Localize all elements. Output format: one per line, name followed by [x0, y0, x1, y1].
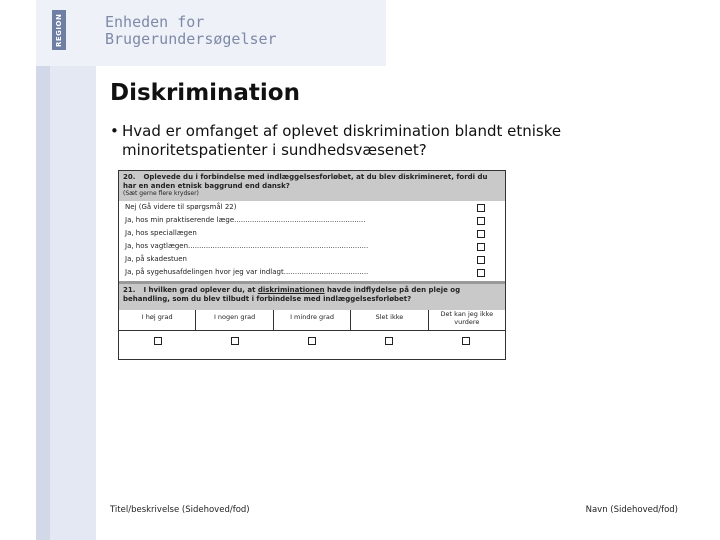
- brand-line-2: Brugerundersøgelser: [105, 30, 277, 48]
- checkbox[interactable]: [477, 217, 485, 225]
- checkbox[interactable]: [385, 337, 393, 345]
- question-21-text-after: havde indflydelse på den pleje og behandling, som du blev tilbudt i forbindelse med indlæggelsesforløbet?: [123, 286, 461, 303]
- region-logo-text: REGION: [55, 13, 63, 47]
- q21-scale-checkboxes: [119, 331, 505, 351]
- q21-scale-cell: [119, 331, 196, 351]
- bullet-dot-icon: •: [110, 122, 119, 140]
- checkbox[interactable]: [477, 243, 485, 251]
- q20-option-row: [119, 253, 505, 266]
- q21-scale-label: I mindre grad: [274, 310, 351, 330]
- q20-option-label: Ja, hos speciallægen: [125, 229, 197, 237]
- checkbox[interactable]: [462, 337, 470, 345]
- q21-scale-label: I høj grad: [119, 310, 196, 330]
- q20-option-label: Ja, hos vagtlægen.................................................................................: [125, 242, 369, 250]
- checkbox[interactable]: [477, 256, 485, 264]
- q20-option-row: [119, 201, 505, 214]
- question-21-header: [119, 284, 505, 310]
- q20-option-label: Nej (Gå videre til spørgsmål 22): [125, 203, 237, 211]
- q21-scale-cell: [428, 331, 505, 351]
- q20-option-row: [119, 240, 505, 253]
- questionnaire-scan: [118, 170, 506, 360]
- checkbox[interactable]: [308, 337, 316, 345]
- footer-left-text: Titel/beskrivelse (Sidehoved/fod): [110, 505, 250, 515]
- checkbox[interactable]: [154, 337, 162, 345]
- q20-option-label: Ja, hos min praktiserende læge...........................................................: [125, 216, 366, 224]
- q21-scale-label: Det kan jeg ikke vurdere: [440, 310, 494, 326]
- q21-scale-label: Slet ikke: [351, 310, 428, 330]
- checkbox[interactable]: [231, 337, 239, 345]
- question-20-number: 20.: [123, 173, 136, 181]
- question-21-link-text: diskriminationen: [257, 286, 325, 294]
- question-21-text-before: I hvilken grad oplever du, at: [143, 286, 258, 294]
- q20-option-row: [119, 214, 505, 227]
- checkbox[interactable]: [477, 269, 485, 277]
- footer-right-text: Navn (Sidehoved/fod): [585, 505, 678, 515]
- left-decor-band-inner: [36, 0, 50, 540]
- q21-scale-label: I nogen grad: [196, 310, 273, 330]
- q20-option-row: [119, 227, 505, 240]
- q21-scale-cell: [196, 331, 273, 351]
- question-20-text: Oplevede du i forbindelse med indlæggelsesforløbet, at du blev diskrimineret, fordi du har en anden etnisk baggrund end dansk?: [123, 173, 488, 190]
- checkbox[interactable]: [477, 230, 485, 238]
- checkbox[interactable]: [477, 204, 485, 212]
- q20-option-label: Ja, på skadestuen: [125, 255, 187, 263]
- q21-scale-cell: [273, 331, 350, 351]
- brand-line-1: Enheden for: [105, 13, 205, 31]
- q20-option-row: [119, 266, 505, 279]
- slide-title: Diskrimination: [110, 80, 300, 106]
- question-20-header: [119, 171, 505, 201]
- q21-scale-cell: [351, 331, 428, 351]
- question-20-note: (Sæt gerne flere krydser): [123, 190, 199, 197]
- q20-option-label: Ja, på sygehusafdelingen hvor jeg var indlagt......................................: [125, 268, 369, 276]
- bullet-text: Hvad er omfanget af oplevet diskrimination blandt etniske minoritetspatienter i sundhedsvæsenet?: [122, 122, 562, 159]
- q21-scale-labels: [119, 310, 505, 331]
- brand-name: [105, 14, 277, 48]
- question-21-number: 21.: [123, 286, 136, 294]
- bullet-item: [110, 122, 670, 160]
